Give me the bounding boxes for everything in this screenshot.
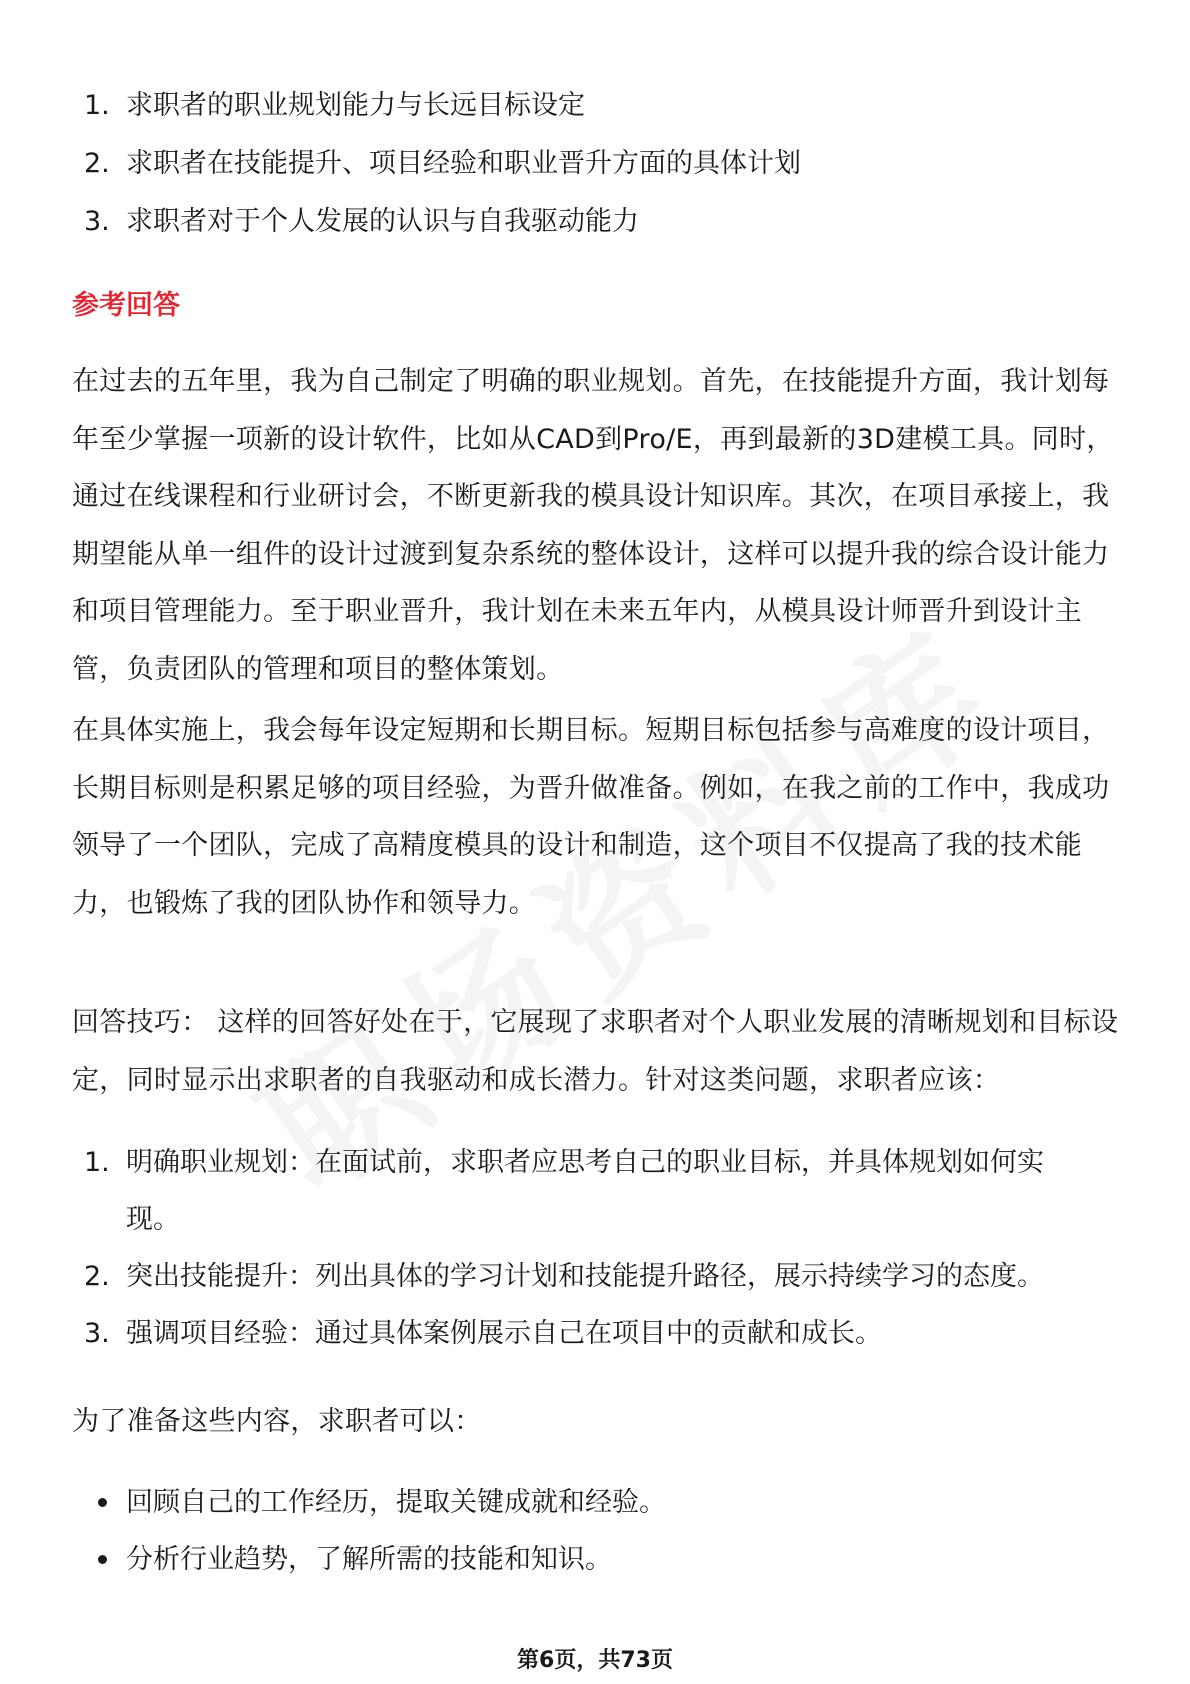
tips-list	[84, 1134, 1114, 1362]
answer-paragraph-2: 在具体实施上，我会每年设定短期和长期目标。短期目标包括参与高难度的设计项目，长期目标则是积累足够的项目经验，为晋升做准备。例如，在我之前的工作中，我成功领导了一个团队，完成了高精度模具的设计和制造，这个项目不仅提高了我的技术能力，也锻炼了我的团队协作和领导力。	[72, 715, 1110, 919]
list-number: 1.	[84, 1147, 110, 1178]
list-number: 3.	[84, 1318, 110, 1349]
prep-bullet-list	[96, 1474, 1096, 1588]
list-item	[84, 1248, 1114, 1305]
list-text: 明确职业规划：在面试前，求职者应思考自己的职业目标，并具体规划如何实现。	[126, 1147, 1044, 1235]
list-item	[84, 77, 1114, 135]
bullet-text: 分析行业趋势，了解所需的技能和知识。	[126, 1544, 612, 1575]
answer-paragraph-1: 在过去的五年里，我为自己制定了明确的职业规划。首先，在技能提升方面，我计划每年至少掌握一项新的设计软件，比如从CAD到Pro/E，再到最新的3D建模工具。同时，通过在线课程和行业研讨会，不断更新我的模具设计知识库。其次，在项目承接上，我期望能从单一组件的设计过渡到复杂系统的整体设计，这样可以提升我的综合设计能力和项目管理能力。至于职业晋升，我计划在未来五年内，从模具设计师晋升到设计主管，负责团队的管理和项目的整体策划。	[72, 366, 1114, 685]
prep-paragraph: 为了准备这些内容，求职者可以：	[72, 1406, 482, 1437]
bullet-item	[96, 1474, 1096, 1531]
list-number: 3.	[84, 206, 110, 237]
bullet-text: 回顾自己的工作经历，提取关键成就和经验。	[126, 1487, 666, 1518]
list-number: 1.	[84, 90, 110, 121]
list-item	[84, 1134, 1114, 1248]
list-item	[84, 135, 1114, 193]
list-item	[84, 193, 1114, 251]
bullet-dot	[98, 1498, 107, 1507]
list-text: 求职者在技能提升、项目经验和职业晋升方面的具体计划	[126, 148, 801, 179]
list-number: 2.	[84, 148, 110, 179]
page-footer: 第6页，共73页	[517, 1648, 673, 1673]
tips-paragraph: 回答技巧： 这样的回答好处在于，它展现了求职者对个人职业发展的清晰规划和目标设定，同时显示出求职者的自我驱动和成长潜力。针对这类问题，求职者应该：	[72, 1007, 1119, 1096]
bullet-item	[96, 1531, 1096, 1588]
list-text: 强调项目经验：通过具体案例展示自己在项目中的贡献和成长。	[126, 1318, 882, 1349]
bullet-dot	[98, 1555, 107, 1564]
list-text: 求职者的职业规划能力与长远目标设定	[126, 90, 585, 121]
requirement-list	[84, 77, 1114, 251]
list-text: 突出技能提升：列出具体的学习计划和技能提升路径，展示持续学习的态度。	[126, 1261, 1044, 1292]
section-heading: 参考回答	[72, 290, 180, 321]
list-item	[84, 1305, 1114, 1362]
list-text: 求职者对于个人发展的认识与自我驱动能力	[126, 206, 639, 237]
list-number: 2.	[84, 1261, 110, 1292]
